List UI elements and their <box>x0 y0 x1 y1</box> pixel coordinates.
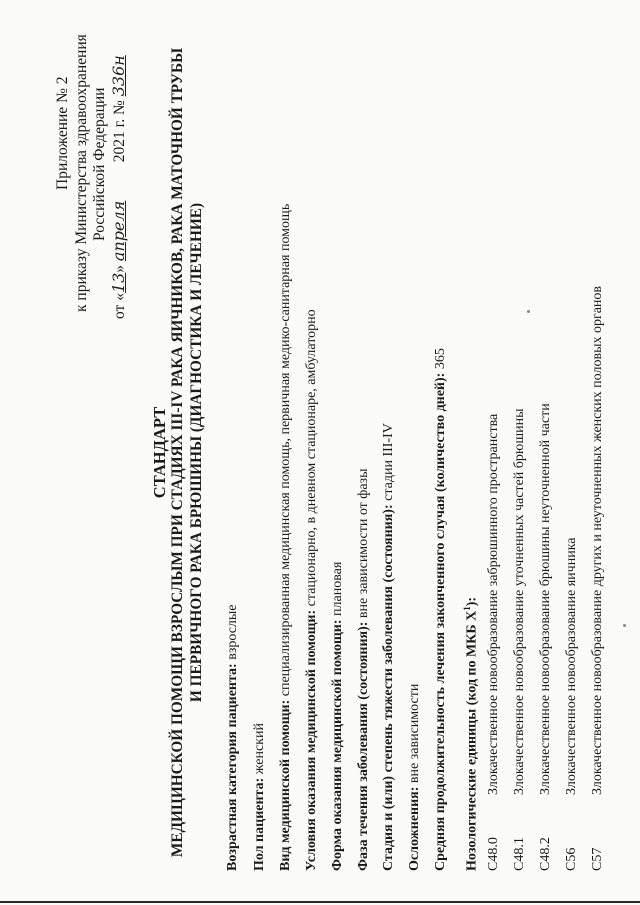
nosology-code: C57 <box>590 847 605 871</box>
field-value: вне зависимости от фазы <box>356 468 371 622</box>
field-care-conditions <box>304 309 320 871</box>
title-line-1: СТАНДАРТ <box>150 406 169 499</box>
appendix-date-line <box>110 55 128 319</box>
nosology-desc: Злокачественное новообразование уточненных частей брюшины <box>512 408 527 795</box>
nosology-desc: Злокачественное новообразование яичника <box>564 537 579 795</box>
field-value: стадии III-IV <box>381 423 396 505</box>
nosology-desc: Злокачественное новообразование других и неуточненных женских половых органов <box>590 285 605 795</box>
title-line-2: МЕДИЦИНСКОЙ ПОМОЩИ ВЗРОСЛЫМ ПРИ СТАДИЯХ III-IV РАКА ЯИЧНИКОВ, РАКА МАТОЧНОЙ ТРУБЫ <box>169 47 186 858</box>
field-value: специализированная медицинская помощь, первичная медико-санитарная помощь <box>278 203 293 700</box>
field-value: 365 <box>433 348 448 373</box>
field-label: Фаза течения заболевания (состояния): <box>356 621 371 871</box>
date-prefix: от « <box>111 293 128 319</box>
field-label: Стадия и (или) степень тяжести заболевания (состояния): <box>381 504 396 871</box>
field-label: Условия оказания медицинской помощи: <box>304 609 319 871</box>
nosology-code: C56 <box>564 847 579 871</box>
field-stage <box>381 423 397 871</box>
nosology-desc: Злокачественное новообразование брюшины неуточненной части <box>538 403 553 795</box>
scan-speck <box>527 310 530 313</box>
nosology-label: Нозологические единицы (код по МКБ X <box>464 610 480 871</box>
field-label: Средняя продолжительность лечения законченного случая (количество дней): <box>433 372 448 871</box>
date-year: 2021 г. № <box>111 100 128 163</box>
field-value: стационарно, в дневном стационаре, амбулаторно <box>304 309 319 610</box>
field-complications <box>407 684 423 871</box>
nosology-code: C48.1 <box>512 837 527 871</box>
nosology-footnote-mark: 1 <box>462 606 472 611</box>
nosology-code: C48.2 <box>538 837 553 871</box>
field-care-form <box>330 562 346 871</box>
field-value: вне зависимости <box>407 683 422 787</box>
appendix-line-1: Приложение № 2 <box>54 76 71 190</box>
date-day: 13 <box>109 272 128 294</box>
nosology-code: C48.0 <box>486 837 501 871</box>
field-disease-phase <box>356 469 372 872</box>
field-age <box>225 604 241 871</box>
nosology-desc: Злокачественное новообразование забрюшинного пространства <box>486 413 501 795</box>
field-label: Возрастная категория пациента: <box>225 663 240 871</box>
date-number: 336н <box>109 55 128 97</box>
date-mid: » <box>111 261 128 273</box>
field-value: женский <box>252 723 267 778</box>
field-value: плановая <box>330 561 345 620</box>
date-month: апреля <box>109 200 128 262</box>
field-label: Вид медицинской помощи: <box>278 699 293 871</box>
field-label: Осложнения: <box>407 786 422 871</box>
field-label: Форма оказания медицинской помощи: <box>330 619 345 871</box>
appendix-line-3: Российской Федерации <box>91 87 108 241</box>
nosology-suffix: ): <box>464 596 480 607</box>
field-duration <box>433 348 449 871</box>
appendix-line-2: к приказу Министерства здравоохранения <box>73 34 90 312</box>
scan-speck <box>623 624 626 627</box>
field-care-type <box>278 204 294 871</box>
nosology-heading <box>459 597 481 871</box>
field-label: Пол пациента: <box>252 777 267 871</box>
field-value: взрослые <box>225 604 240 664</box>
field-sex <box>252 723 268 871</box>
title-line-3: И ПЕРВИЧНОГО РАКА БРЮШИНЫ (ДИАГНОСТИКА И ЛЕЧЕНИЕ) <box>188 202 205 703</box>
